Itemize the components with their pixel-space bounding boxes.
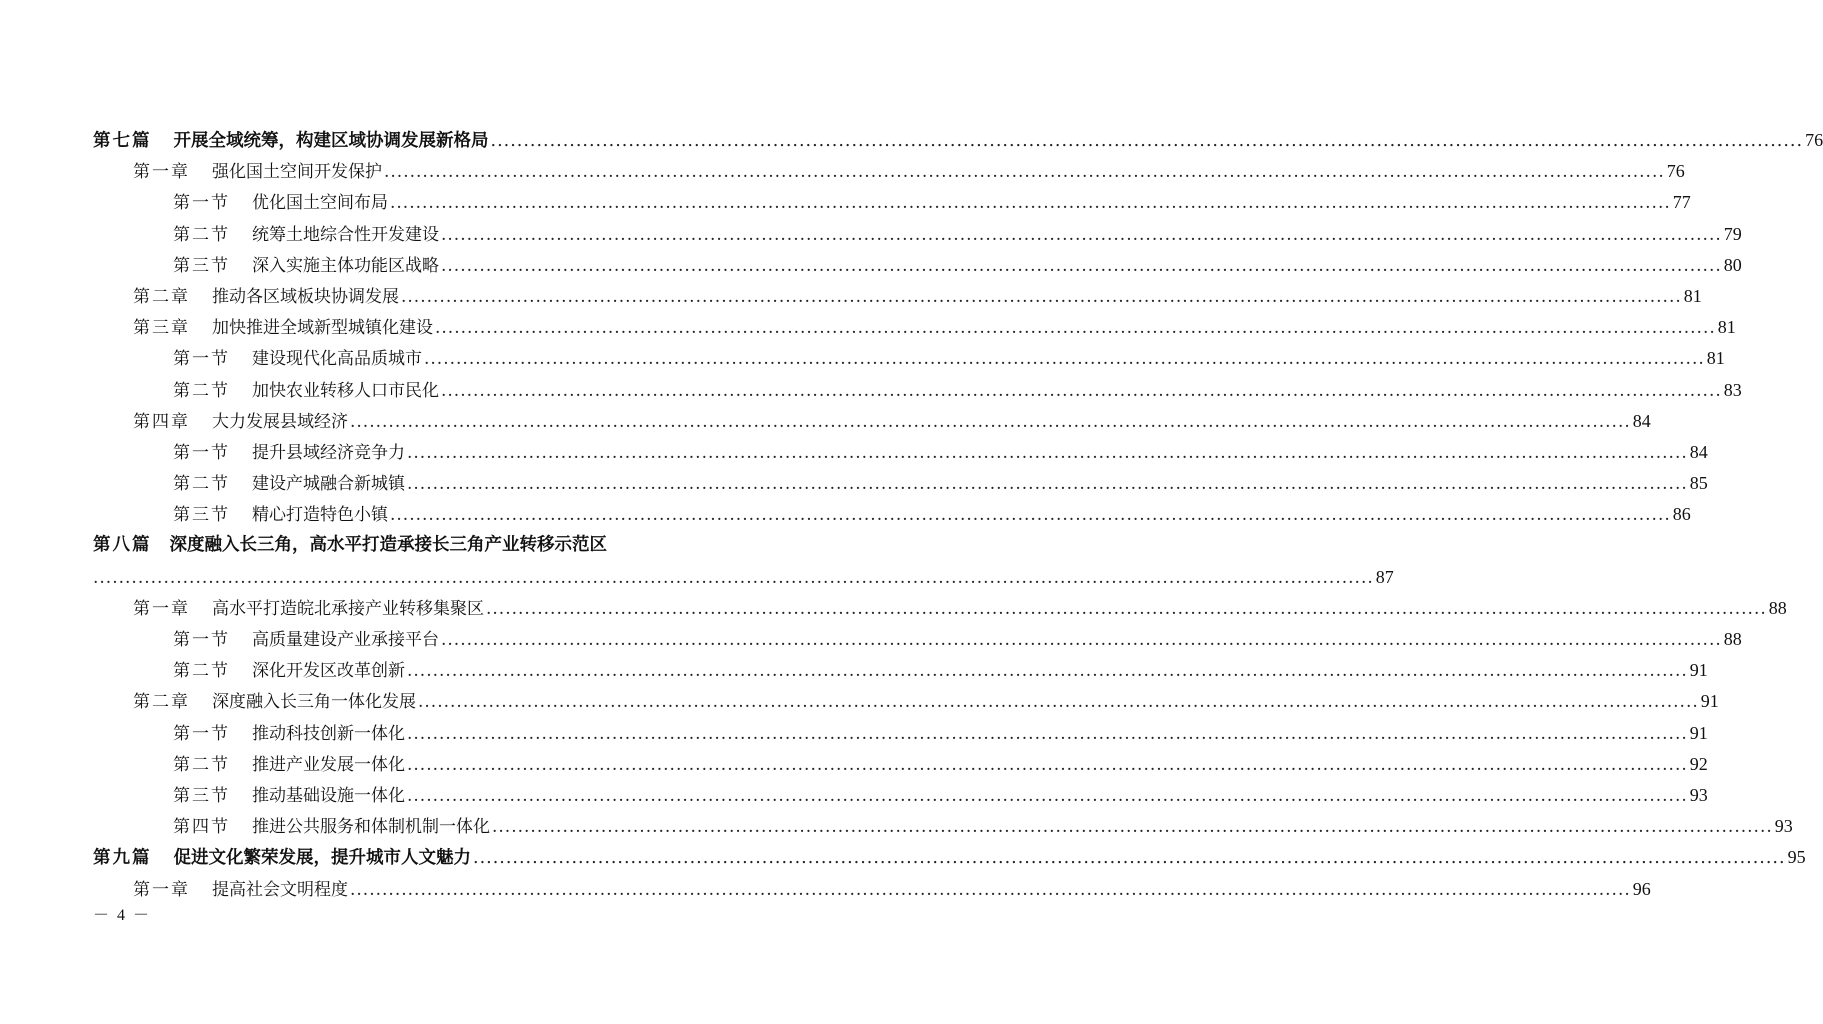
toc-chapter-entry <box>93 156 1685 187</box>
toc-title: 优化国土空间布局 <box>252 193 388 214</box>
toc-title: 精心打造特色小镇 <box>252 505 388 526</box>
page-number: － 4 － <box>93 907 152 924</box>
toc-page-number: 91 <box>1689 660 1708 681</box>
toc-page-number: 77 <box>1672 192 1691 213</box>
toc-leader-dots: ........................................................................................................................................................................................................ <box>350 411 1631 432</box>
toc-leader-dots: ........................................................................................................................................................................................................ <box>492 817 1773 838</box>
toc-title: 深化开发区改革创新 <box>252 661 405 682</box>
toc-section-entry <box>93 655 1708 686</box>
toc-leader-dots: ........................................................................................................................................................................................................ <box>424 349 1705 370</box>
toc-section-entry <box>93 624 1742 655</box>
toc-leader-dots: ........................................................................................................................................................................................................ <box>390 193 1671 214</box>
toc-leader-dots: ........................................................................................................................................................................................................ <box>350 879 1631 900</box>
toc-section-entry <box>93 437 1708 468</box>
toc-number: 第四节 <box>173 817 230 838</box>
toc-title: 高水平打造皖北承接产业转移集聚区 <box>212 598 484 619</box>
toc-number: 第一节 <box>173 349 230 370</box>
toc-leader-dots: ........................................................................................................................................................................................................ <box>473 848 1786 869</box>
toc-title: 推动基础设施一体化 <box>252 785 405 806</box>
toc-page-number: 81 <box>1683 285 1702 306</box>
toc-leader-dots: ........................................................................................................................................................................................................ <box>441 255 1722 276</box>
toc-leader-dots: ........................................................................................................................................................................................................ <box>486 598 1767 619</box>
toc-page-number: 96 <box>1632 878 1651 899</box>
toc-number: 第一章 <box>133 598 190 619</box>
toc-title: 深入实施主体功能区战略 <box>252 255 439 276</box>
toc-title: 提升县域经济竞争力 <box>252 442 405 463</box>
toc-page-number: 76 <box>1666 161 1685 182</box>
toc-number: 第三章 <box>133 318 190 339</box>
toc-page-number: 93 <box>1774 816 1793 837</box>
toc-chapter-entry <box>93 406 1651 437</box>
toc-leader-dots: ........................................................................................................................................................................................................ <box>407 723 1688 744</box>
toc-page-number: 83 <box>1723 379 1742 400</box>
toc-title: 大力发展县域经济 <box>212 411 348 432</box>
toc-title: 统筹土地综合性开发建设 <box>252 224 439 245</box>
toc-number: 第三节 <box>173 785 230 806</box>
toc-chapter-entry <box>93 874 1651 905</box>
toc-leader-dots: ........................................................................................................................................................................................................ <box>435 318 1716 339</box>
toc-leader-dots: ........................................................................................................................................................................................................ <box>93 567 1374 588</box>
toc-number: 第一节 <box>173 723 230 744</box>
toc-page-number: 86 <box>1672 504 1691 525</box>
toc-leader-dots: ........................................................................................................................................................................................................ <box>441 630 1722 650</box>
toc-chapter-entry <box>93 312 1736 343</box>
toc-title: 促进文化繁荣发展，提升城市人文魅力 <box>173 848 471 869</box>
toc-title: 推进公共服务和体制机制一体化 <box>252 817 490 838</box>
toc-number: 第九篇 <box>93 848 152 869</box>
toc-leader-dots: ........................................................................................................................................................................................................ <box>407 474 1688 495</box>
toc-title: 推进产业发展一体化 <box>252 754 405 775</box>
table-of-contents <box>93 125 1823 905</box>
toc-leader-dots: ........................................................................................................................................................................................................ <box>390 505 1671 526</box>
toc-number: 第四章 <box>133 411 190 432</box>
toc-title: 高质量建设产业承接平台 <box>252 630 439 650</box>
toc-section-entry <box>93 811 1793 842</box>
toc-section-entry <box>93 343 1725 374</box>
toc-title: 深度融入长三角一体化发展 <box>212 692 416 713</box>
toc-number: 第一章 <box>133 162 190 183</box>
toc-title: 建设现代化高品质城市 <box>252 349 422 370</box>
toc-title: 加快农业转移人口市民化 <box>252 380 439 401</box>
toc-number: 第二章 <box>133 692 190 713</box>
toc-leader-dots: ........................................................................................................................................................................................................ <box>441 380 1722 401</box>
toc-section-entry <box>93 780 1708 811</box>
toc-page-number: 95 <box>1787 847 1806 868</box>
toc-leader-dots: ........................................................................................................................................................................................................ <box>418 692 1699 713</box>
toc-page-number: 88 <box>1723 629 1742 649</box>
toc-part-entry <box>93 125 1823 156</box>
toc-page-number: 81 <box>1706 348 1725 369</box>
toc-page-number: 93 <box>1689 784 1708 805</box>
toc-section-entry <box>93 468 1708 499</box>
toc-section-entry <box>93 187 1691 218</box>
toc-leader-dots: ........................................................................................................................................................................................................ <box>384 162 1665 183</box>
toc-chapter-entry <box>93 686 1719 717</box>
toc-number: 第三节 <box>173 505 230 526</box>
toc-title: 建设产城融合新城镇 <box>252 474 405 495</box>
toc-number: 第二节 <box>173 474 230 495</box>
toc-section-entry <box>93 219 1742 250</box>
toc-section-entry <box>93 749 1708 780</box>
toc-title: 提高社会文明程度 <box>212 879 348 900</box>
toc-number: 第一章 <box>133 879 190 900</box>
toc-page-number: 84 <box>1689 441 1708 462</box>
toc-leader-dots: ........................................................................................................................................................................................................ <box>490 131 1804 151</box>
toc-title: 开展全域统筹，构建区域协调发展新格局 <box>173 131 489 151</box>
toc-section-entry <box>93 499 1691 530</box>
toc-section-entry <box>93 718 1708 749</box>
toc-number: 第一节 <box>173 193 230 214</box>
toc-leader-dots: ........................................................................................................................................................................................................ <box>407 785 1688 806</box>
toc-leader-dots: ........................................................................................................................................................................................................ <box>401 286 1682 307</box>
toc-number: 第二节 <box>173 380 230 401</box>
toc-page-number: 80 <box>1723 254 1742 275</box>
toc-leader-dots: ........................................................................................................................................................................................................ <box>407 442 1688 463</box>
toc-page-number: 81 <box>1717 317 1736 338</box>
toc-leader-dots: ........................................................................................................................................................................................................ <box>407 661 1688 682</box>
toc-number: 第七篇 <box>93 131 152 151</box>
toc-part-leader <box>93 562 1394 593</box>
toc-number: 第二节 <box>173 224 230 245</box>
toc-title: 推动各区域板块协调发展 <box>212 286 399 307</box>
toc-title: 推动科技创新一体化 <box>252 723 405 744</box>
toc-title: 强化国土空间开发保护 <box>212 162 382 183</box>
toc-page-number: 88 <box>1768 597 1787 618</box>
toc-page-number: 76 <box>1805 130 1823 150</box>
toc-chapter-entry <box>93 593 1787 624</box>
toc-page-number: 91 <box>1689 722 1708 743</box>
toc-section-entry <box>93 375 1742 406</box>
toc-chapter-entry <box>93 281 1702 312</box>
toc-page-number: 91 <box>1700 691 1719 712</box>
toc-title: 加快推进全域新型城镇化建设 <box>212 318 433 339</box>
toc-leader-dots: ........................................................................................................................................................................................................ <box>407 754 1688 775</box>
toc-page-number: 87 <box>1375 566 1394 587</box>
toc-section-entry <box>93 250 1742 281</box>
toc-page-number: 92 <box>1689 753 1708 774</box>
toc-number: 第二章 <box>133 286 190 307</box>
toc-page-number: 84 <box>1632 410 1651 431</box>
toc-page-number: 85 <box>1689 473 1708 494</box>
toc-page-number: 79 <box>1723 223 1742 244</box>
toc-number: 第三节 <box>173 255 230 276</box>
toc-number: 第一节 <box>173 630 230 650</box>
toc-number: 第二节 <box>173 661 230 682</box>
toc-title: 深度融入长三角，高水平打造承接长三角产业转移示范区 <box>169 535 607 556</box>
toc-number: 第一节 <box>173 442 230 463</box>
toc-part-title <box>93 530 633 561</box>
toc-leader-dots: ........................................................................................................................................................................................................ <box>441 224 1722 245</box>
toc-part-entry <box>93 842 1806 873</box>
toc-number: 第二节 <box>173 754 230 775</box>
toc-number: 第八篇 <box>93 535 152 556</box>
